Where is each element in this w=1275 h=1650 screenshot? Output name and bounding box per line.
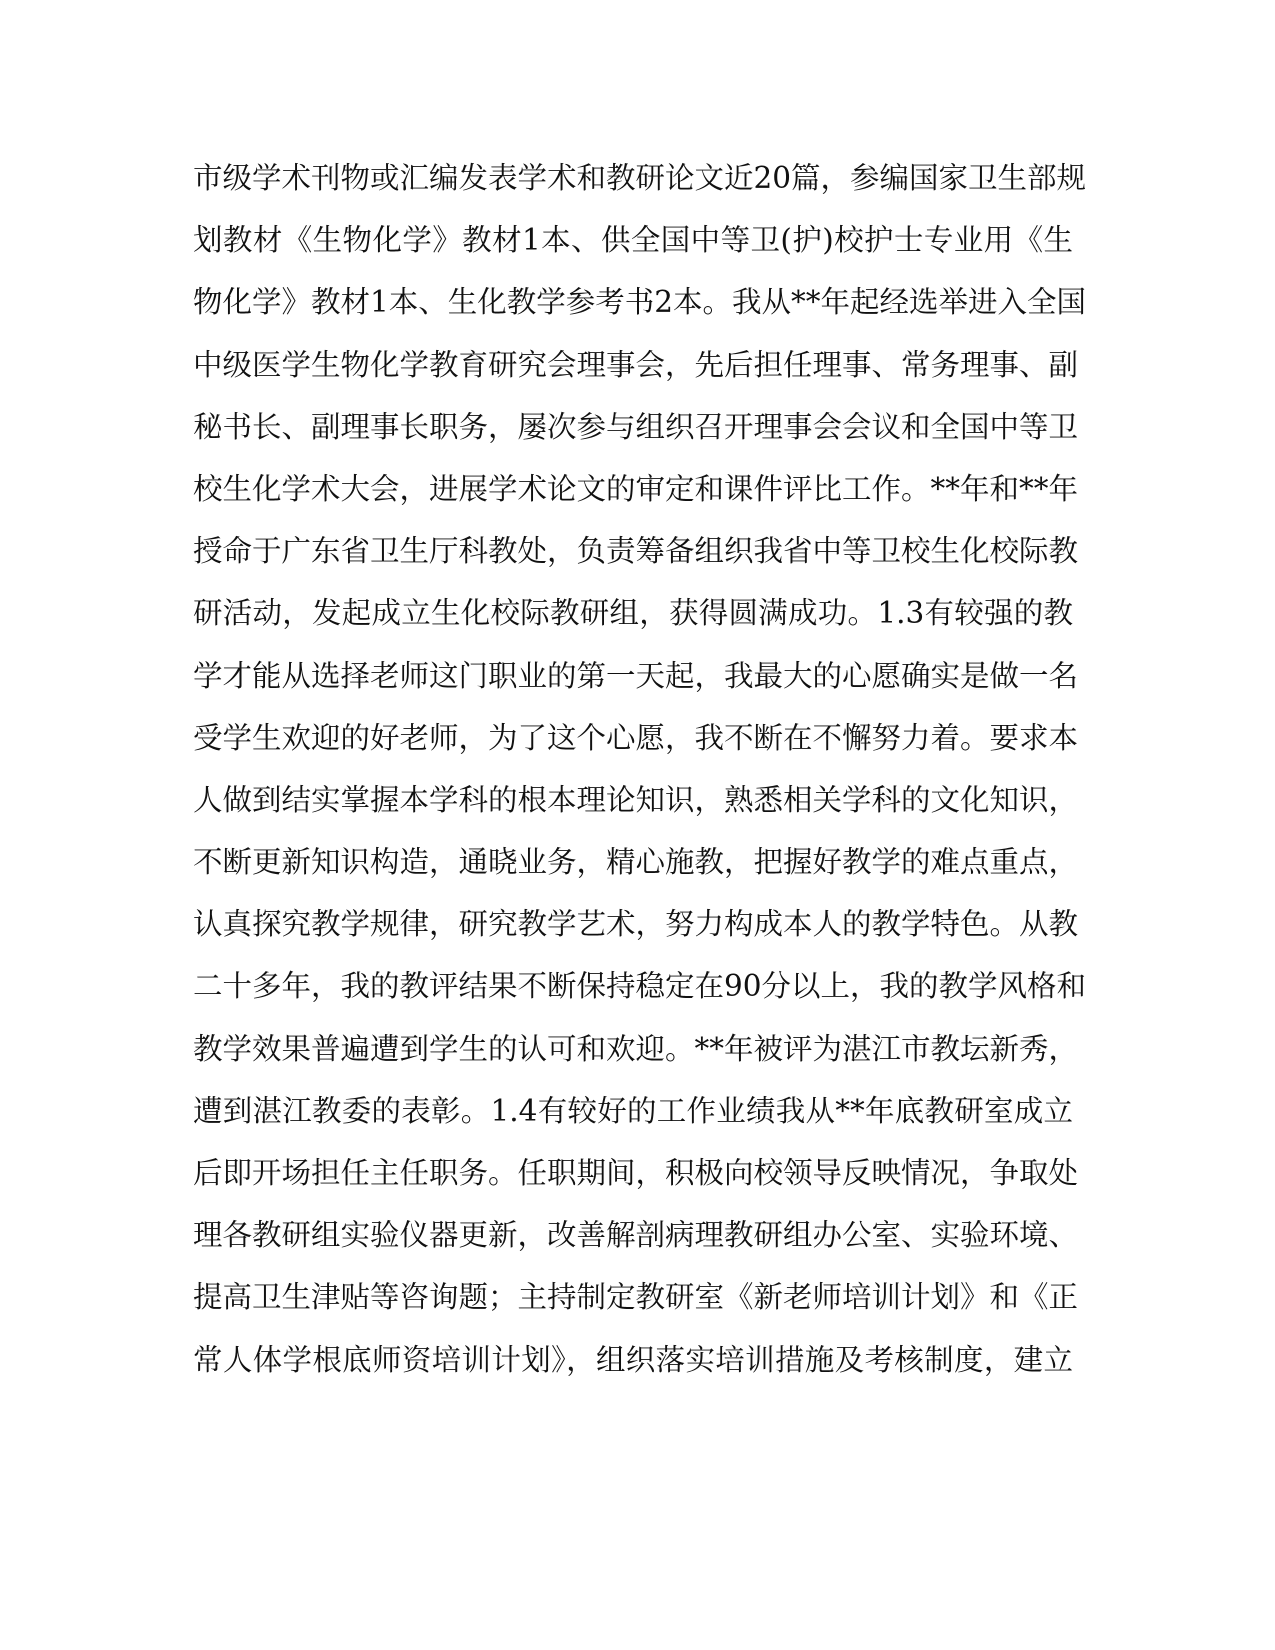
text-line-17: 后即开场担任主任职务。任职期间，积极向校领导反映情况，争取处 [193,1156,1079,1190]
text-line-11: 人做到结实掌握本学科的根本理论知识，熟悉相关学科的文化知识， [193,782,1079,817]
text-line-6: 校生化学术大会，进展学术论文的审定和课件评比工作。**年和**年 [193,471,1079,506]
text-line-8: 研活动，发起成立生化校际教研组，获得圆满成功。1.3有较强的教 [193,596,1073,631]
text-line-2: 划教材《生物化学》教材1本、供全国中等卫(护)校护士专业用《生 [193,223,1073,258]
text-line-15: 教学效果普遍遭到学生的认可和欢迎。**年被评为湛江市教坛新秀， [193,1031,1079,1066]
text-line-7: 授命于广东省卫生厅科教处，负责筹备组织我省中等卫校生化校际教 [193,534,1079,569]
text-line-12: 不断更新知识构造，通晓业务，精心施教，把握好教学的难点重点， [193,845,1079,880]
text-line-13: 认真探究教学规律，研究教学艺术，努力构成本人的教学特色。从教 [193,907,1079,942]
text-line-1: 市级学术刊物或汇编发表学术和教研论文近20篇，参编国家卫生部规 [193,161,1087,195]
body-text [193,157,1087,1401]
text-line-14: 二十多年，我的教评结果不断保持稳定在90分以上，我的教学风格和 [193,969,1087,1004]
text-line-18: 理各教研组实验仪器更新，改善解剖病理教研组办公室、实验环境、 [193,1218,1079,1253]
text-line-3: 物化学》教材1本、生化教学参考书2本。我从**年起经选举进入全国 [193,285,1087,320]
text-line-9: 学才能从选择老师这门职业的第一天起，我最大的心愿确实是做一名 [193,658,1079,693]
text-line-20: 常人体学根底师资培训计划》，组织落实培训措施及考核制度，建立 [193,1342,1073,1377]
text-line-19: 提高卫生津贴等咨询题；主持制定教研室《新老师培训计划》和《正 [193,1280,1079,1315]
text-line-5: 秘书长、副理事长职务，屡次参与组织召开理事会会议和全国中等卫 [193,409,1079,444]
text-line-16: 遭到湛江教委的表彰。1.4有较好的工作业绩我从**年底教研室成立 [193,1093,1073,1128]
text-line-4: 中级医学生物化学教育研究会理事会，先后担任理事、常务理事、副 [193,347,1079,382]
text-line-10: 受学生欢迎的好老师，为了这个心愿，我不断在不懈努力着。要求本 [193,720,1079,755]
